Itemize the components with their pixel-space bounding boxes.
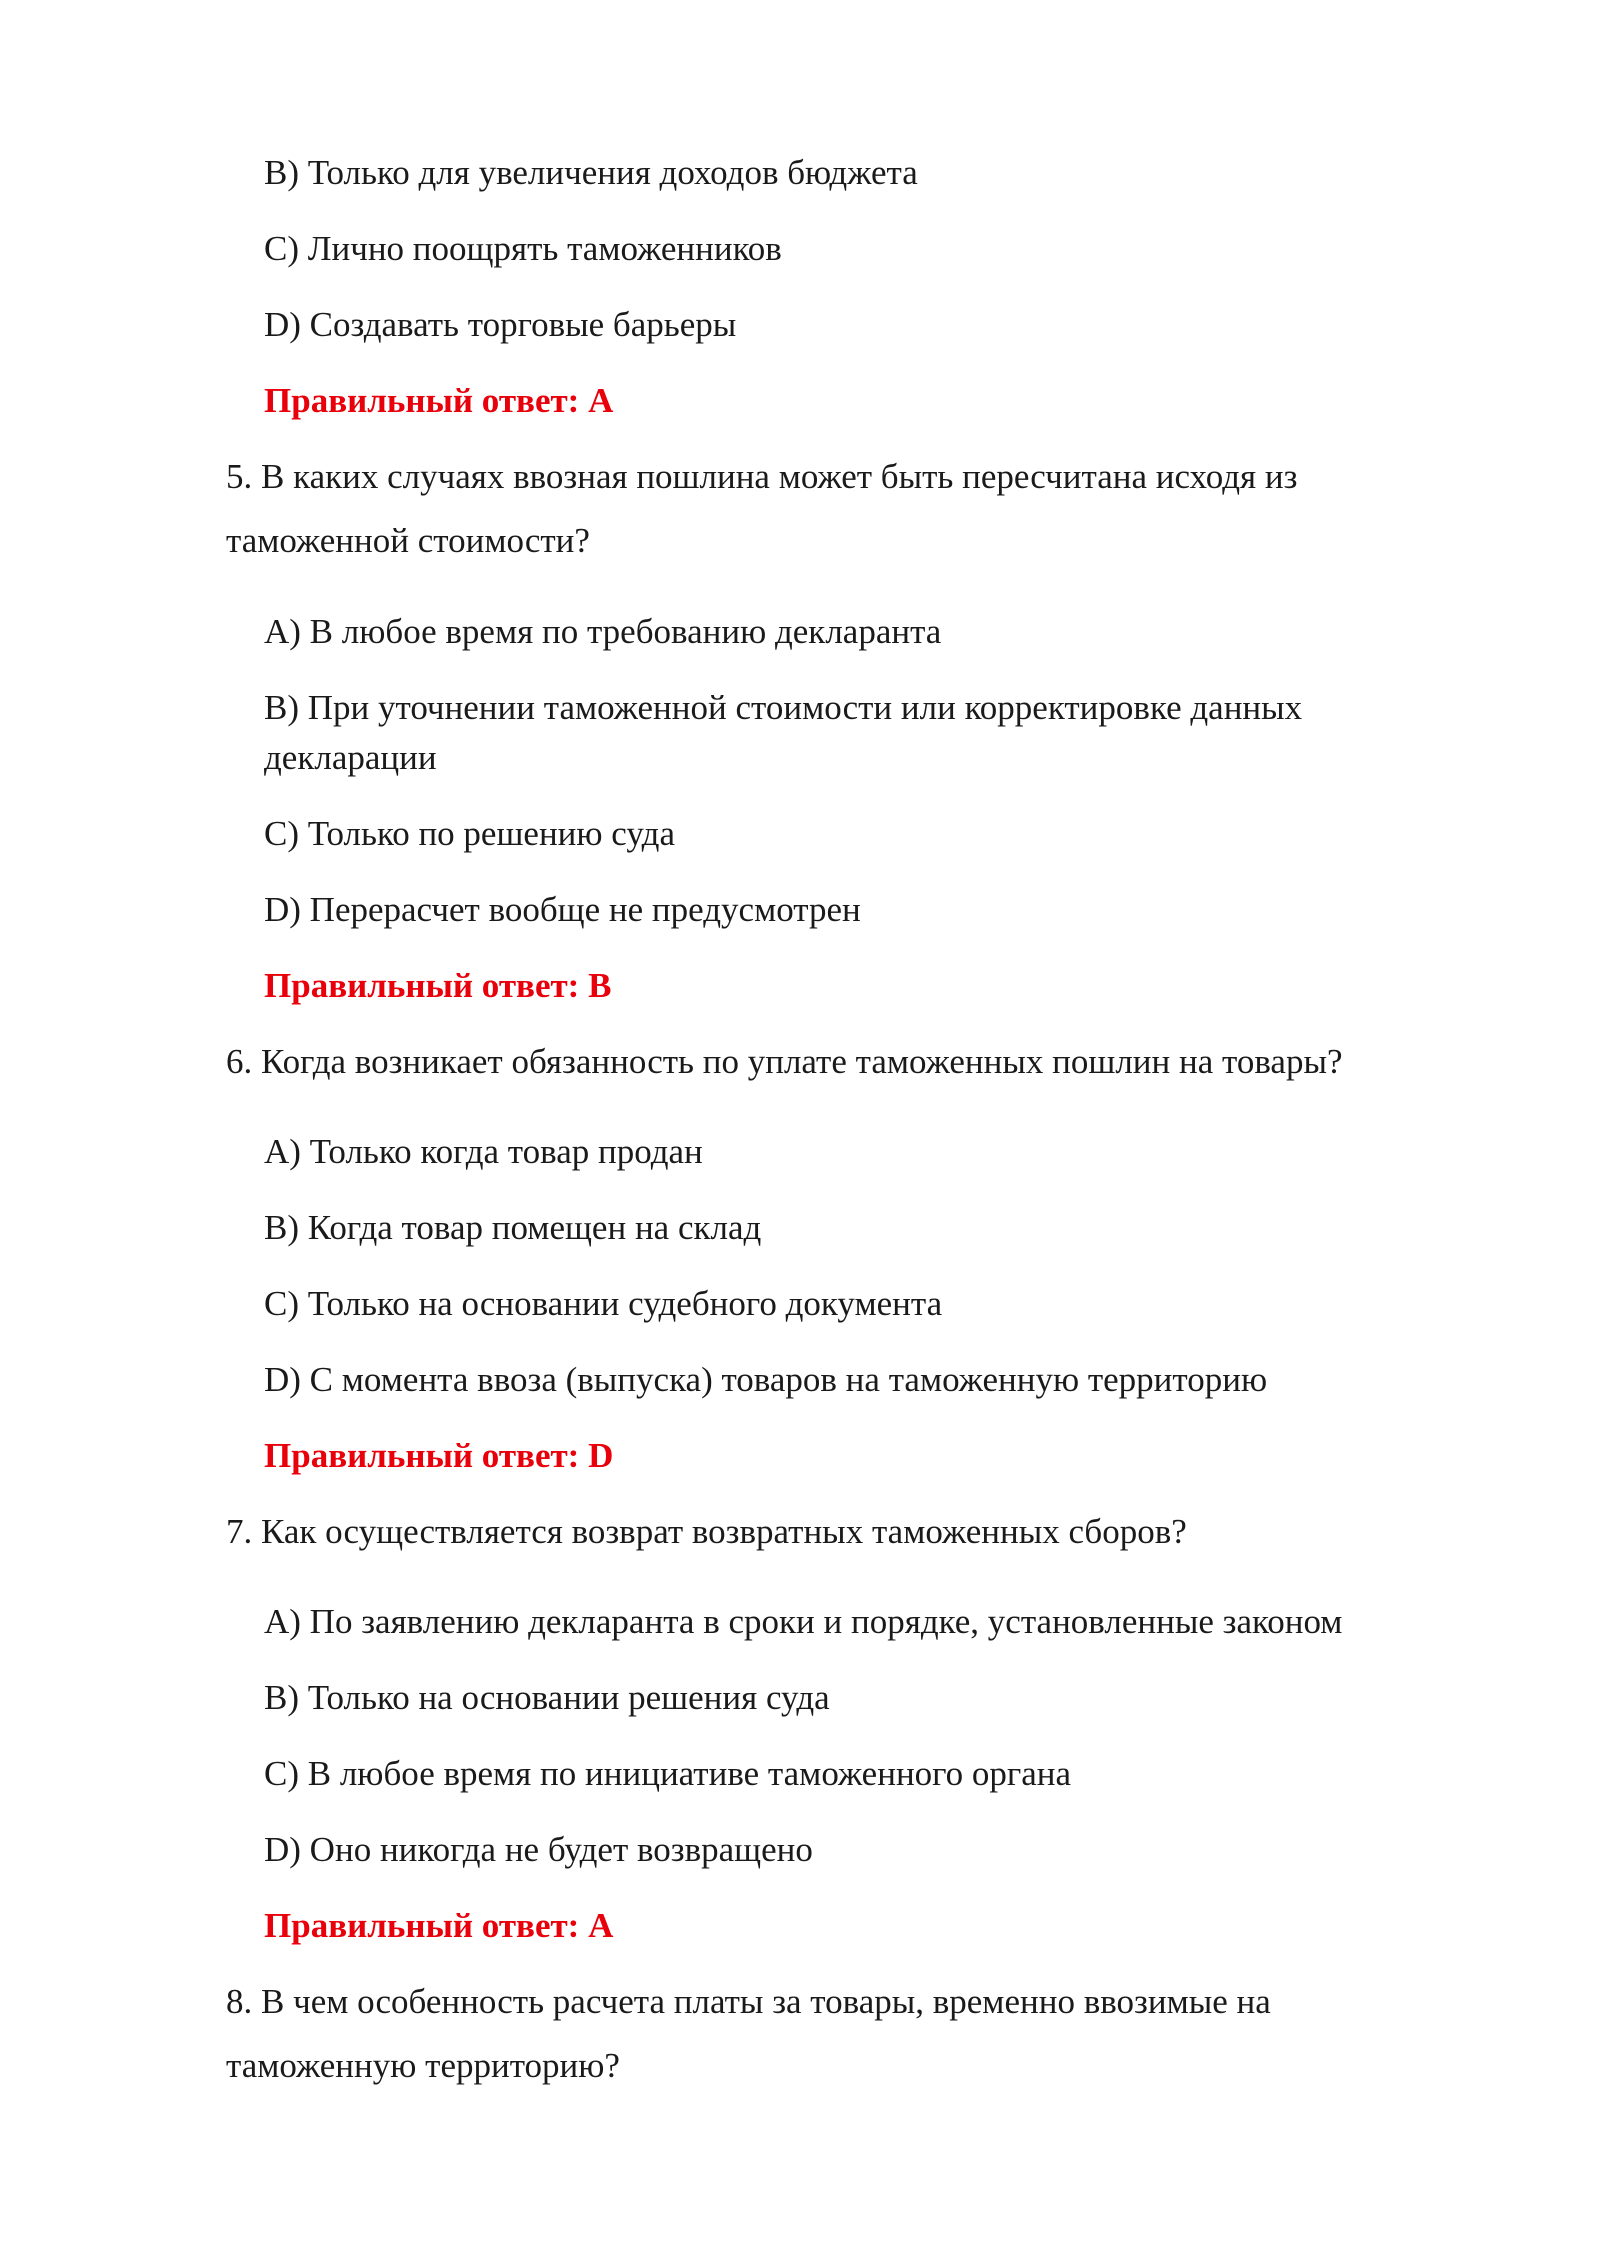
option-b: B) Когда товар помещен на склад	[264, 1208, 762, 1247]
question-text: таможенной стоимости?	[226, 521, 590, 560]
option-c: C) Только по решению суда	[264, 814, 676, 853]
option-a: A) Только когда товар продан	[264, 1132, 703, 1171]
question-text: таможенную территорию?	[226, 2046, 620, 2085]
option-b: B) При уточнении таможенной стоимости или корректировке данных	[264, 688, 1303, 727]
option-a: A) В любое время по требованию декларанта	[264, 612, 942, 651]
correct-answer: Правильный ответ: A	[264, 1906, 614, 1945]
option-b: B) Только для увеличения доходов бюджета	[264, 153, 918, 192]
question-text: 7. Как осуществляется возврат возвратных таможенных сборов?	[226, 1512, 1187, 1551]
option-c: C) В любое время по инициативе таможенного органа	[264, 1754, 1072, 1793]
option-c: C) Только на основании судебного документа	[264, 1284, 943, 1323]
question-text: 5. В каких случаях ввозная пошлина может быть пересчитана исходя из	[226, 457, 1298, 496]
option-d: D) Оно никогда не будет возвращено	[264, 1830, 813, 1869]
option-d: D) С момента ввоза (выпуска) товаров на таможенную территорию	[264, 1360, 1268, 1399]
option-d: D) Создавать торговые барьеры	[264, 305, 737, 344]
option-b: B) Только на основании решения суда	[264, 1678, 830, 1717]
option-d: D) Перерасчет вообще не предусмотрен	[264, 890, 861, 929]
correct-answer: Правильный ответ: B	[264, 966, 612, 1005]
correct-answer: Правильный ответ: D	[264, 1436, 614, 1475]
correct-answer: Правильный ответ: A	[264, 381, 614, 420]
option-a: A) По заявлению декларанта в сроки и порядке, установленные законом	[264, 1602, 1343, 1641]
option-b-continued: декларации	[264, 738, 437, 777]
option-c: C) Лично поощрять таможенников	[264, 229, 782, 268]
question-text: 8. В чем особенность расчета платы за товары, временно ввозимые на	[226, 1982, 1271, 2021]
question-text: 6. Когда возникает обязанность по уплате таможенных пошлин на товары?	[226, 1042, 1343, 1081]
